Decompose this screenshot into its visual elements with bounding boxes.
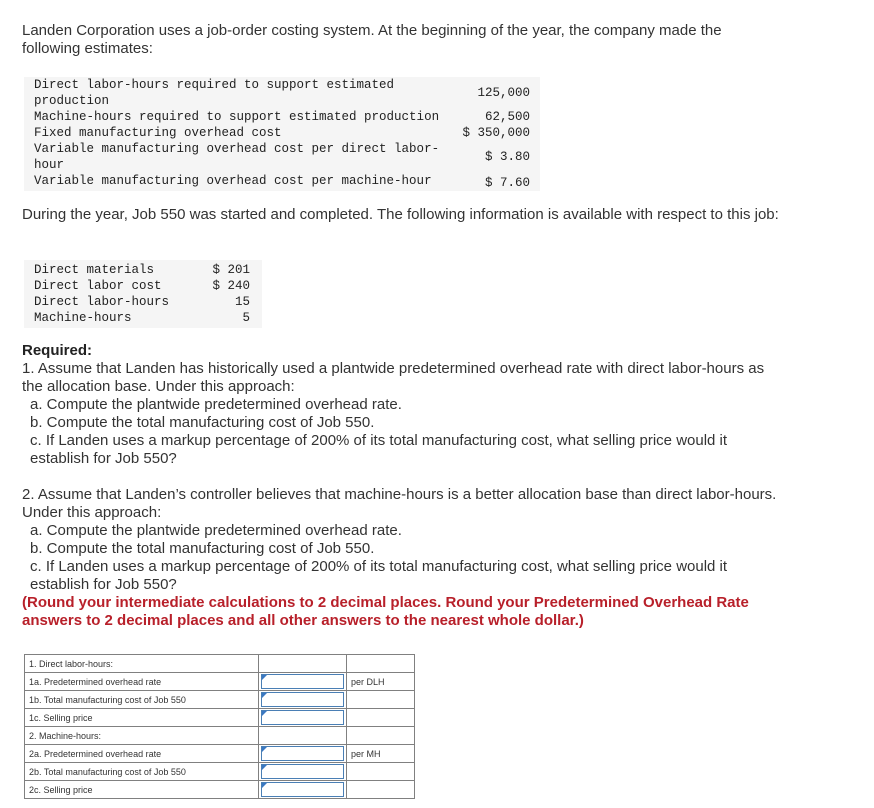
question-2c: c. If Landen uses a markup percentage of 200% of its total manufacturing cost, what selling price would it establish for Job 550? [30,558,728,593]
answer-row [25,655,415,673]
job-value: $ 201 [212,263,250,277]
estimate-value: 62,500 [484,110,530,124]
question-1c: c. If Landen uses a markup percentage of 200% of its total manufacturing cost, what selling price would it establish for Job 550? [30,432,728,467]
estimate-label: Direct labor-hours required to support estimated production [34,78,395,108]
question-2b: b. Compute the total manufacturing cost of Job 550. [30,540,375,557]
answer-label: 2c. Selling price [25,781,259,799]
question-1: 1. Assume that Landen has historically used a plantwide predetermined overhead rate with direct labor-hours as the allocation base. Under this approach: [22,360,765,395]
estimate-row [24,109,540,125]
required-heading: Required: [22,342,93,359]
answer-2a-input[interactable] [261,746,344,761]
answer-unit: per DLH [347,673,415,691]
answer-row [25,727,415,745]
answer-label: 2a. Predetermined overhead rate [25,745,259,763]
answer-1c-input[interactable] [261,710,344,725]
answer-label: 1b. Total manufacturing cost of Job 550 [25,691,259,709]
job-value: 15 [234,295,250,309]
estimate-label: Machine-hours required to support estimated production [34,110,440,124]
estimate-value: $ 7.60 [484,176,530,190]
answer-1b-input[interactable] [261,692,344,707]
job-row [24,294,262,310]
answer-label: 1c. Selling price [25,709,259,727]
answer-label: 1. Direct labor-hours: [25,655,259,673]
estimate-row [24,141,540,173]
estimate-value: 125,000 [477,86,530,100]
answer-table [24,654,415,799]
answer-label: 2. Machine-hours: [25,727,259,745]
question-2a: a. Compute the plantwide predetermined overhead rate. [30,522,402,539]
job-label: Machine-hours [34,311,132,325]
job-value: $ 240 [212,279,250,293]
job-label: Direct labor-hours [34,295,170,309]
estimate-row [24,125,540,141]
job-row [24,278,262,294]
required-section [22,342,782,468]
answer-row [25,745,415,763]
estimate-value: $ 350,000 [462,126,530,140]
answer-unit: per MH [347,745,415,763]
estimate-row [24,77,540,109]
job-label: Direct materials [34,263,155,277]
job-table [24,260,262,328]
estimate-label: Variable manufacturing overhead cost per machine-hour [34,174,432,188]
answer-2b-input[interactable] [261,764,344,779]
answer-label: 2b. Total manufacturing cost of Job 550 [25,763,259,781]
job-value: 5 [242,311,250,325]
required-section-2 [22,486,782,630]
answer-row [25,763,415,781]
answer-2c-input[interactable] [261,782,344,797]
job-label: Direct labor cost [34,279,162,293]
question-2: 2. Assume that Landen’s controller believes that machine-hours is a better allocation base than direct labor-hours. Under this approach: [22,486,777,521]
question-1a: a. Compute the plantwide predetermined overhead rate. [30,396,402,413]
estimate-label: Fixed manufacturing overhead cost [34,126,282,140]
rounding-note: (Round your intermediate calculations to 2 decimal places. Round your Predetermined Overhead Rate answers to 2 decimal places and all other answers to the nearest whole dollar.) [22,594,749,629]
answer-label: 1a. Predetermined overhead rate [25,673,259,691]
job-row [24,262,262,278]
answer-1a-input[interactable] [261,674,344,689]
estimate-label: Variable manufacturing overhead cost per direct labor-hour [34,142,440,172]
intro-text: Landen Corporation uses a job-order costing system. At the beginning of the year, the company made the following estimates: [22,22,722,57]
answer-row [25,691,415,709]
answer-row [25,673,415,691]
estimate-row [24,173,540,191]
job-row [24,310,262,326]
answer-row [25,781,415,799]
answer-row [25,709,415,727]
question-1b: b. Compute the total manufacturing cost of Job 550. [30,414,375,431]
estimate-value: $ 3.80 [484,150,530,164]
during-text: During the year, Job 550 was started and completed. The following information is available with respect to this job: [22,206,779,223]
estimates-table [24,77,540,191]
